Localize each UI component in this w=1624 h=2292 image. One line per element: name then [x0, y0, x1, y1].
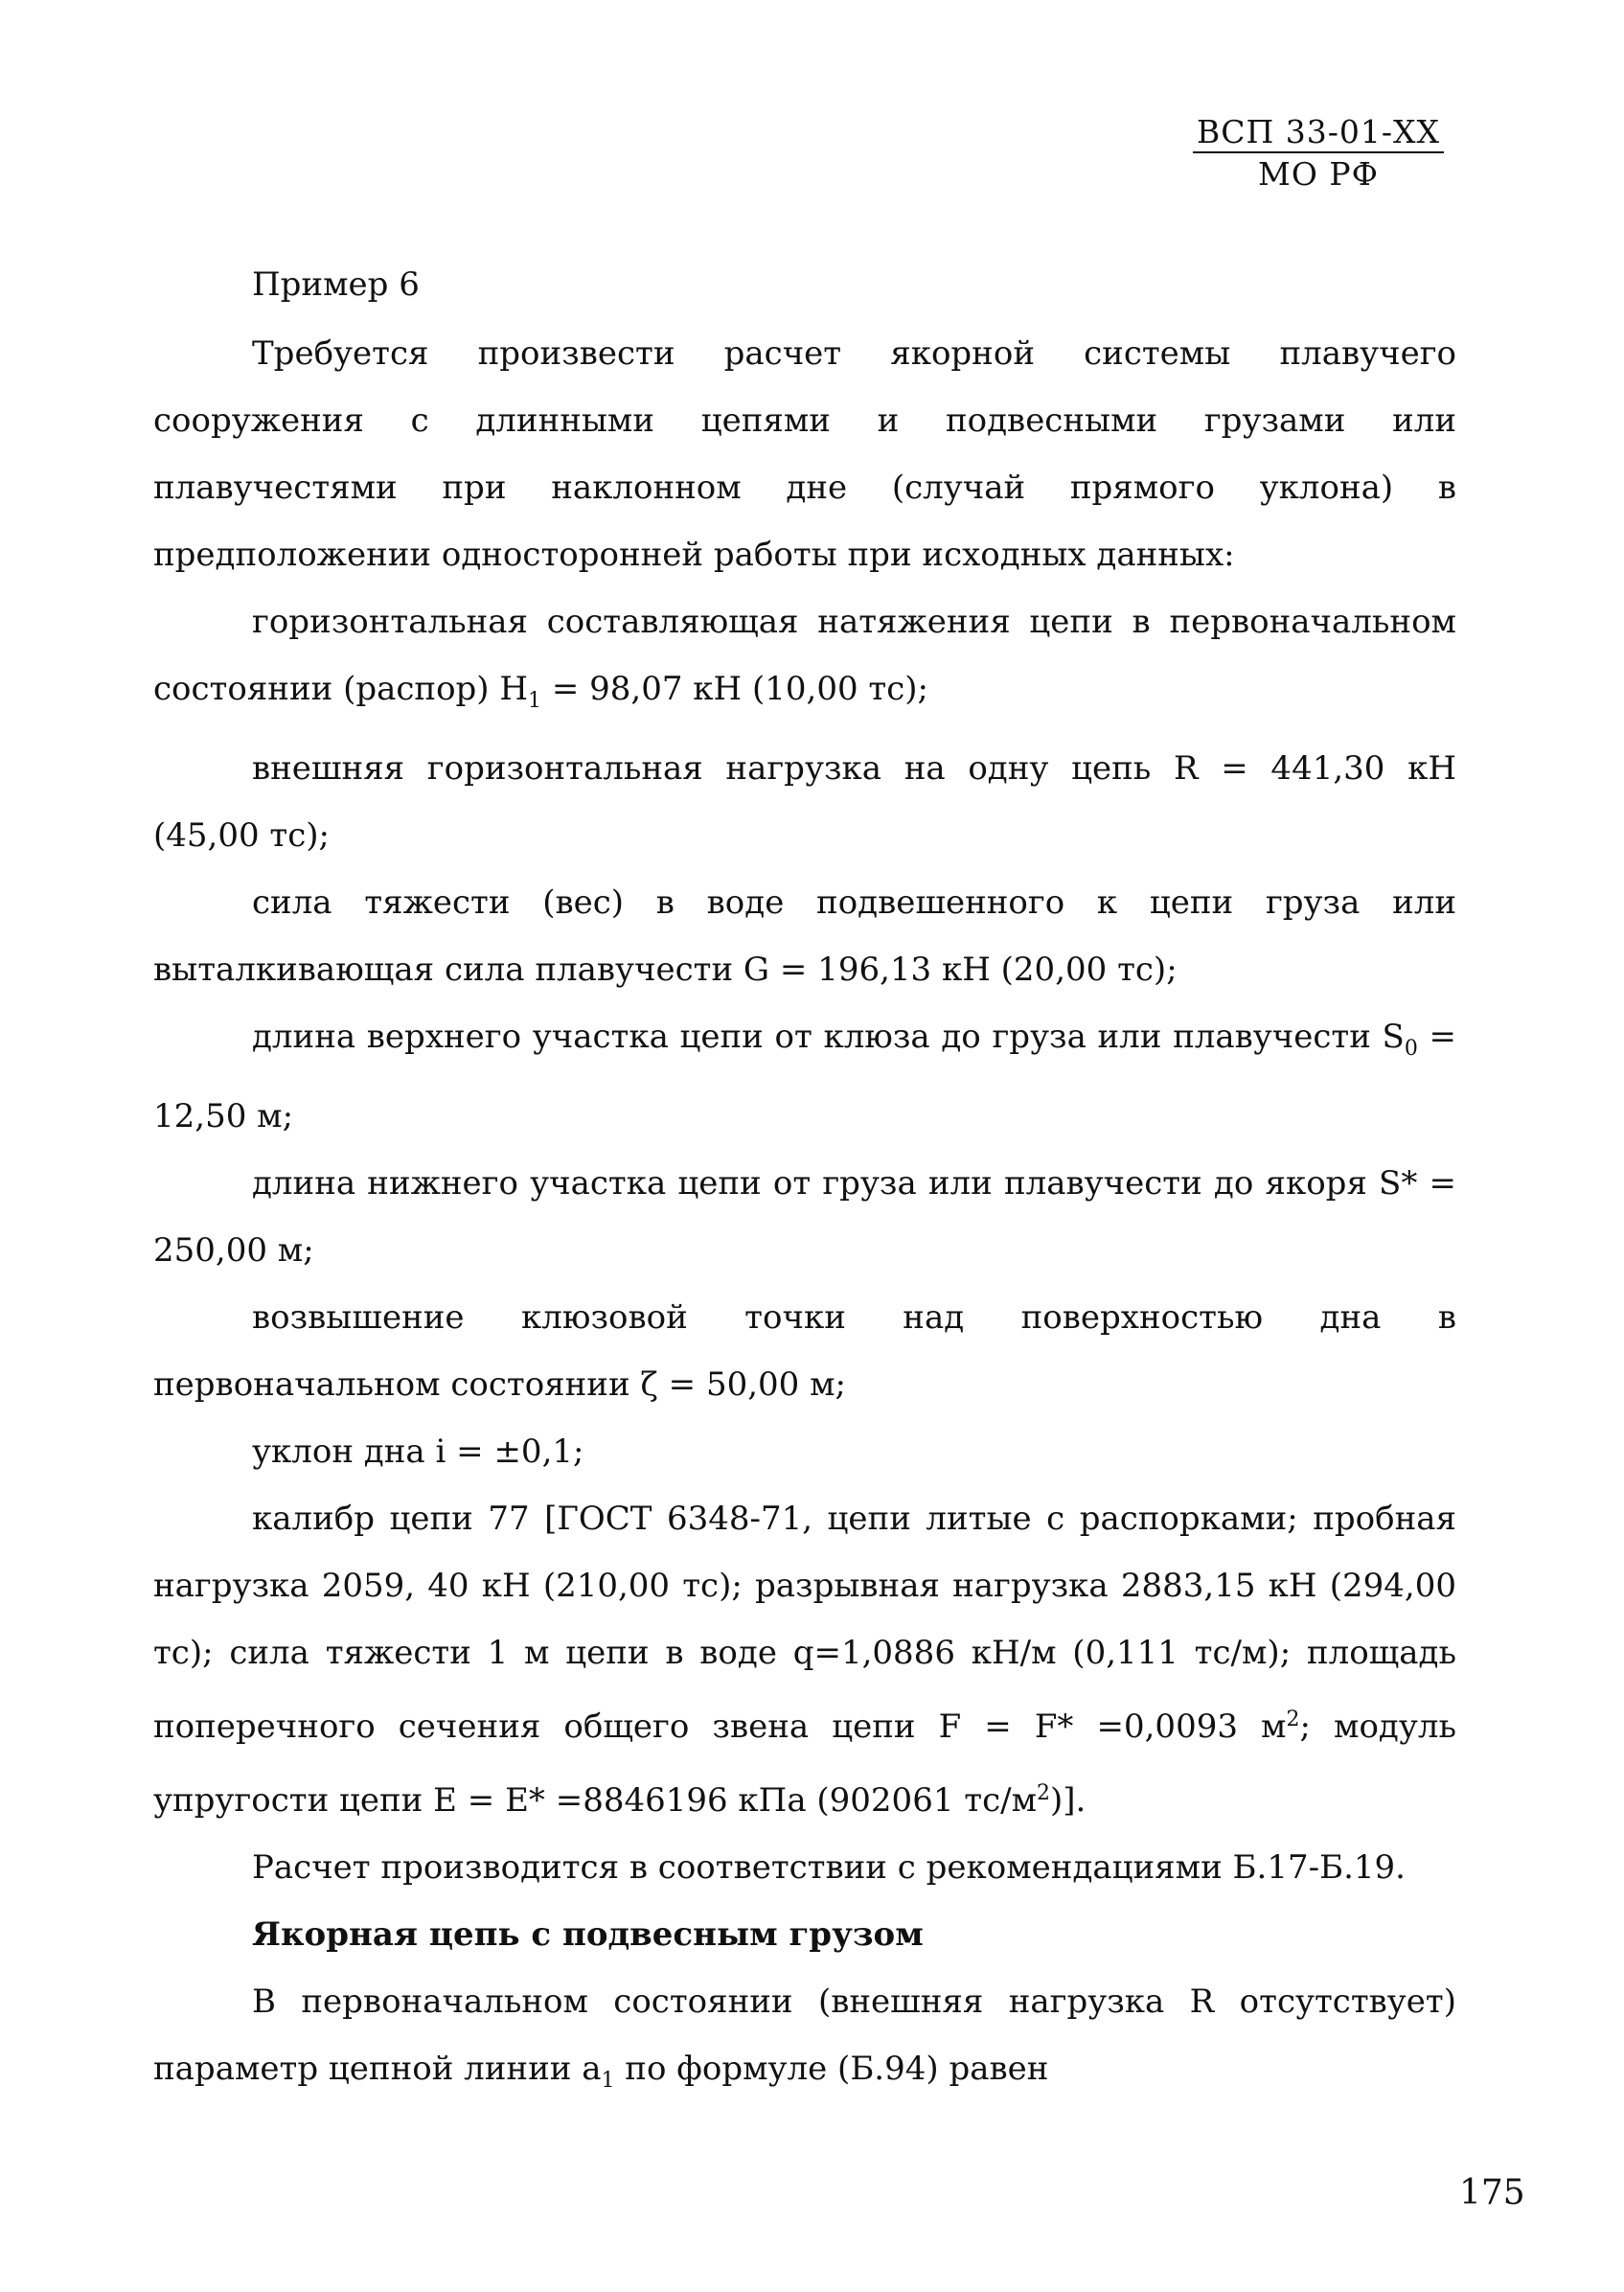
param-s0-text: длина верхнего участка цепи от клюза до груза или плавучести S — [252, 1018, 1405, 1056]
example-title: Пример 6 — [252, 265, 420, 304]
section-heading: Якорная цепь с подвесным грузом — [252, 1915, 924, 1954]
param-s0-value: = 12,50 м; — [153, 1018, 1456, 1135]
param-g: сила тяжести (вес) в воде подвешенного к цепи груза или выталкивающая сила плавучести G = 196,13 кН (20,00 тс); — [153, 883, 1456, 989]
param-s0-subscript: 0 — [1404, 1037, 1418, 1061]
param-s0 — [153, 1003, 1456, 1150]
intro-paragraph: Требуется произвести расчет якорной системы плавучего сооружения с длинными цепями и подвесными грузами или плавучестями при наклонном дне (случай прямого уклона) в предположении односторонней работы при исходных данных: — [153, 334, 1456, 574]
param-slope: уклон дна i = ±0,1; — [252, 1432, 584, 1471]
param-zeta: возвышение клюзовой точки над поверхностью дна в первоначальном состоянии ζ = 50,00 м; — [153, 1298, 1456, 1404]
final-paragraph — [153, 1968, 1456, 2115]
document-organization: МО РФ — [1258, 155, 1379, 193]
param-chain — [153, 1485, 1456, 1834]
page-number: 175 — [1459, 2173, 1525, 2212]
param-chain-text: калибр цепи 77 [ГОСТ 6348-71, цепи литые с распорками; пробная нагрузка 2059, 40 кН (210,00 тс); разрывная нагрузка 2883,15 кН (294,00 тс); сила тяжести 1 м цепи в воде q=1,0886 кН/м (0,111 тс/м); площадь поперечного сечения общего звена цепи F = F* =0,0093 м — [153, 1500, 1456, 1746]
final-end: по формуле (Б.94) равен — [614, 2050, 1049, 2088]
document-code: ВСП 33-01-XX — [1193, 113, 1444, 153]
param-r: внешняя горизонтальная нагрузка на одну цепь R = 441,30 кН (45,00 тс); — [153, 749, 1456, 855]
param-h1-value: = 98,07 кН (10,00 тс); — [541, 670, 928, 708]
param-s-star: длина нижнего участка цепи от груза или плавучести до якоря S* = 250,00 м; — [153, 1164, 1456, 1270]
param-h1-text: горизонтальная составляющая натяжения цепи в первоначальном состоянии (распор) H — [153, 603, 1456, 708]
param-chain-sup2: 2 — [1037, 1781, 1051, 1805]
page-body — [153, 251, 1456, 2115]
document-header — [1186, 113, 1451, 194]
param-chain-end: )]. — [1050, 1781, 1086, 1820]
final-subscript: 1 — [601, 2069, 615, 2093]
method-paragraph: Расчет производится в соответствии с рекомендациями Б.17-Б.19. — [252, 1848, 1406, 1887]
param-h1-subscript: 1 — [528, 689, 542, 713]
param-chain-mid: ; модуль упругости цепи E = E* =8846196 кПа (902061 тс/м — [153, 1708, 1456, 1820]
param-chain-sup1: 2 — [1286, 1708, 1300, 1731]
final-text: В первоначальном состоянии (внешняя нагрузка R отсутствует) параметр цепной линии a — [153, 1983, 1456, 2088]
param-h1 — [153, 588, 1456, 735]
